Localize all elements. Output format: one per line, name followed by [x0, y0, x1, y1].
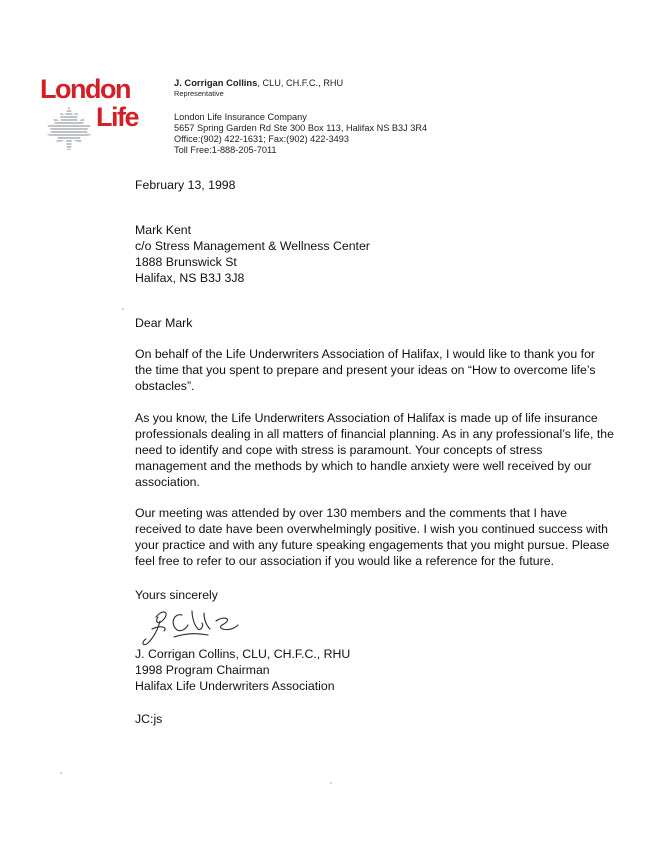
paragraph-3: Our meeting was attended by over 130 members and the comments that I have received to date have been overwhelmingly positive. I wish you continued success with your practice and with any future speaking engagements that you might pursue. Please feel free to refer to our association if you would like a reference for the future. — [135, 506, 610, 568]
company-toll-free: Toll Free:1-888-205-7011 — [174, 145, 277, 155]
company-name: London Life Insurance Company — [174, 112, 307, 122]
signature-block — [135, 646, 615, 694]
letter-date: February 13, 1998 — [135, 178, 236, 192]
closing: Yours sincerely — [135, 588, 218, 602]
representative-credentials: , CLU, CH.F.C., RHU — [257, 78, 344, 88]
company-phone-fax: Office:(902) 422-1631; Fax:(902) 422-3493 — [174, 134, 350, 144]
recipient-street: 1888 Brunswick St — [135, 255, 237, 269]
signer-title: 1998 Program Chairman — [135, 663, 270, 677]
recipient-name: Mark Kent — [135, 223, 192, 237]
logo-text-life: Life — [96, 102, 139, 132]
logo-text-london: London — [40, 74, 130, 104]
london-life-logo — [40, 76, 150, 154]
maple-leaf-icon — [42, 104, 96, 152]
typist-initials: JC:js — [135, 712, 163, 726]
paragraph-2: As you know, the Life Underwriters Association of Halifax is made up of life insurance professionals dealing in all matters of financial planning. As in any professional’s life, the need to identify and cope with stress is paramount. Your concepts of stress management and the methods by which to handle anxiety were well received by our association. — [135, 411, 614, 489]
signer-name: J. Corrigan Collins, CLU, CH.F.C., RHU — [135, 647, 351, 661]
paragraph-1: On behalf of the Life Underwriters Association of Halifax, I would like to thank you for the time that you spent to prepare and present your ideas on “How to overcome life’s obstacles”. — [135, 347, 596, 393]
scan-speck — [60, 772, 62, 774]
signer-organization: Halifax Life Underwriters Association — [135, 679, 335, 693]
company-address: 5657 Spring Garden Rd Ste 300 Box 113, Halifax NS B3J 3R4 — [174, 123, 428, 133]
recipient-address — [135, 222, 615, 286]
representative-line — [174, 77, 614, 89]
representative-name: J. Corrigan Collins — [174, 77, 258, 88]
recipient-city: Halifax, NS B3J 3J8 — [135, 271, 245, 285]
letterhead-info — [174, 77, 614, 156]
salutation: Dear Mark — [135, 316, 193, 330]
scan-speck — [330, 782, 332, 784]
company-address-block — [174, 112, 614, 156]
scan-speck — [122, 308, 124, 310]
recipient-organization: c/o Stress Management & Wellness Center — [135, 239, 370, 253]
representative-title: Representative — [174, 89, 224, 98]
